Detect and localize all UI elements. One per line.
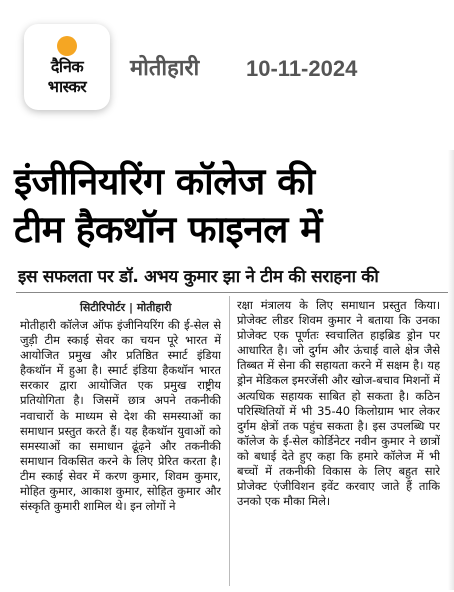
article-column-left: मोतीहारी कॉलेज ऑफ इंजीनियरिंग की ई-सेल से जुड़ी टीम स्काई सेवर का चयन पूरे भारत में आयोजित प्रमुख और प्रतिष्ठित स्मार्ट इंडिया हैकथॉन में हुआ है। स्मार्ट इंडिया हैकथॉन भारत सरकार द्वारा आयोजित एक प्रमुख राष्ट्रीय प्रतियोगिता है। जिसमें छात्र अपने तकनीकी नवाचारों के माध्यम से देश की समस्याओं का समाधान प्रस्तुत करते हैं। यह हैकथॉन युवाओं को समस्याओं का समाधान ढूंढ़ने और तकनीकी समाधान विकसित करने के लिए प्रेरित करता है। टीम स्काई सेवर में करण कुमार, शिवम कुमार, मोहित कुमार, आकाश कुमार, सोहित कुमार और संस्कृति कुमारी शामिल थे। इन लोगों ने — [20, 318, 221, 514]
article-byline: सिटीरिपोर्टर | मोतीहारी — [80, 301, 172, 314]
article-subheadline: इस सफलता पर डॉ. अभय कुमार झा ने टीम की सराहना की — [18, 267, 379, 287]
page-header — [0, 0, 454, 140]
subhead-divider — [16, 292, 454, 293]
sun-icon — [57, 36, 77, 56]
dainik-bhaskar-logo — [24, 24, 110, 110]
city-name: मोतीहारी — [130, 56, 200, 81]
article-column-right: रक्षा मंत्रालय के लिए समाधान प्रस्तुत किया। प्रोजेक्ट लीडर शिवम कुमार ने बताया कि उनका प्रोजेक्ट एक पूर्णतः स्वचालित हाइब्रिड ड्रोन पर आधारित है। जो दुर्गम और ऊंचाई वाले क्षेत्र जैसे तिब्बत में सेना की सहायता करने में सक्षम है। यह ड्रोन मेडिकल इमरजेंसी और खोज-बचाव मिशनों में अत्यधिक सहायक साबित हो सकता है। कठिन परिस्थितियों में भी 35-40 किलोग्राम भार लेकर दुर्गम क्षेत्रों तक पहुंच सकता है। इस उपलब्धि पर कॉलेज के ई-सेल कोर्डिनेटर नवीन कुमार ने छात्रों को बधाई देते हुए कहा कि हमारे कॉलेज में भी बच्चों में तकनीकी विकास के लिए बहुत सारे प्रोजेक्ट एंजीविशन इवेंट करवाए जाते हैं ताकि उनको एक मौका मिले। — [237, 298, 440, 509]
headline-line1: इंजीनियरिंग कॉलेज की — [14, 160, 315, 203]
headline-line2: टीम हैकथॉन फाइनल में — [14, 208, 322, 251]
publication-date: 10-11-2024 — [246, 56, 358, 81]
page-edge — [448, 150, 454, 590]
logo-text-line2: भास्कर — [47, 77, 87, 96]
logo-text-line1: दैनिक — [50, 57, 84, 76]
article-headline — [14, 158, 450, 254]
column-divider — [229, 296, 230, 586]
